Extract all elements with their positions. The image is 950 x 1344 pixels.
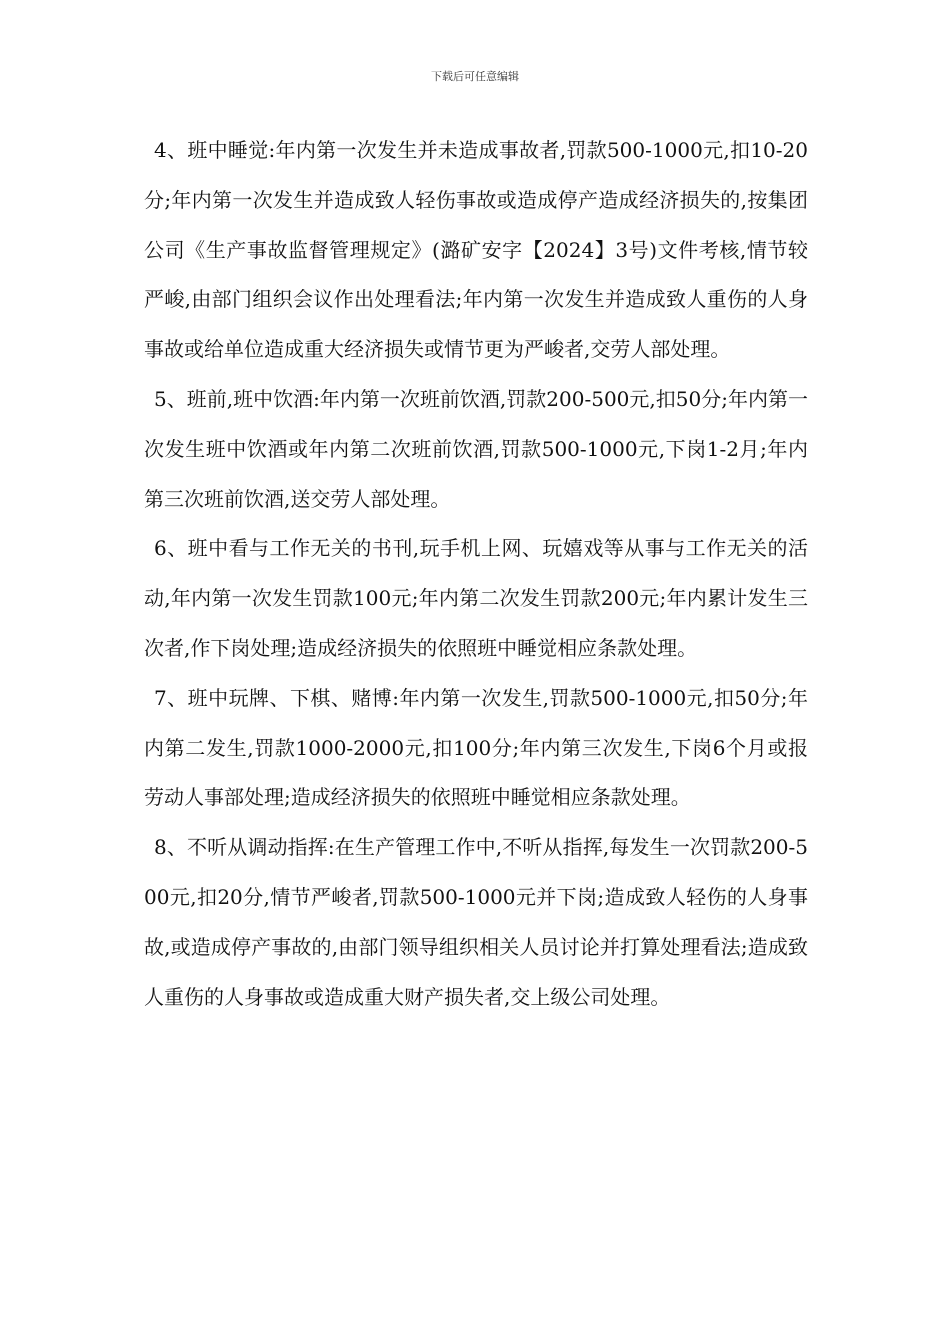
paragraph-item-5: 5、班前,班中饮酒:年内第一次班前饮酒,罚款200-500元,扣50分;年内第一次发生班中饮酒或年内第二次班前饮酒,罚款500-1000元,下岗1-2月;年内第三次班前饮酒,送交劳人部处理。 — [144, 386, 808, 511]
paragraph-item-8: 8、不听从调动指挥:在生产管理工作中,不听从指挥,每发生一次罚款200-500元,扣20分,情节严峻者,罚款500-1000元并下岗;造成致人轻伤的人身事故,或造成停产事故的,由部门领导组织相关人员讨论并打算处理看法;造成致人重伤的人身事故或造成重大财产损失者,交上级公司处理。 — [144, 835, 808, 1009]
paragraph-item-6: 6、班中看与工作无关的书刊,玩手机上网、玩嬉戏等从事与工作无关的活动,年内第一次发生罚款100元;年内第二次发生罚款200元;年内累计发生三次者,作下岗处理;造成经济损失的依照班中睡觉相应条款处理。 — [144, 536, 808, 660]
paragraph-item-7: 7、班中玩牌、下棋、赌博:年内第一次发生,罚款500-1000元,扣50分;年内第二发生,罚款1000-2000元,扣100分;年内第三次发生,下岗6个月或报劳动人事部处理;造成经济损失的依照班中睡觉相应条款处理。 — [144, 685, 808, 810]
header-note: 下载后可任意编辑 — [431, 70, 519, 83]
paragraph-item-4: 4、班中睡觉:年内第一次发生并未造成事故者,罚款500-1000元,扣10-20分;年内第一次发生并造成致人轻伤事故或造成停产造成经济损失的,按集团公司《生产事故监督管理规定》(潞矿安字【2024】3号)文件考核,情节较严峻,由部门组织会议作出处理看法;年内第一次发生并造成致人重伤的人身事故或给单位造成重大经济损失或情节更为严峻者,交劳人部处理。 — [144, 138, 808, 362]
document-body — [144, 126, 808, 1022]
